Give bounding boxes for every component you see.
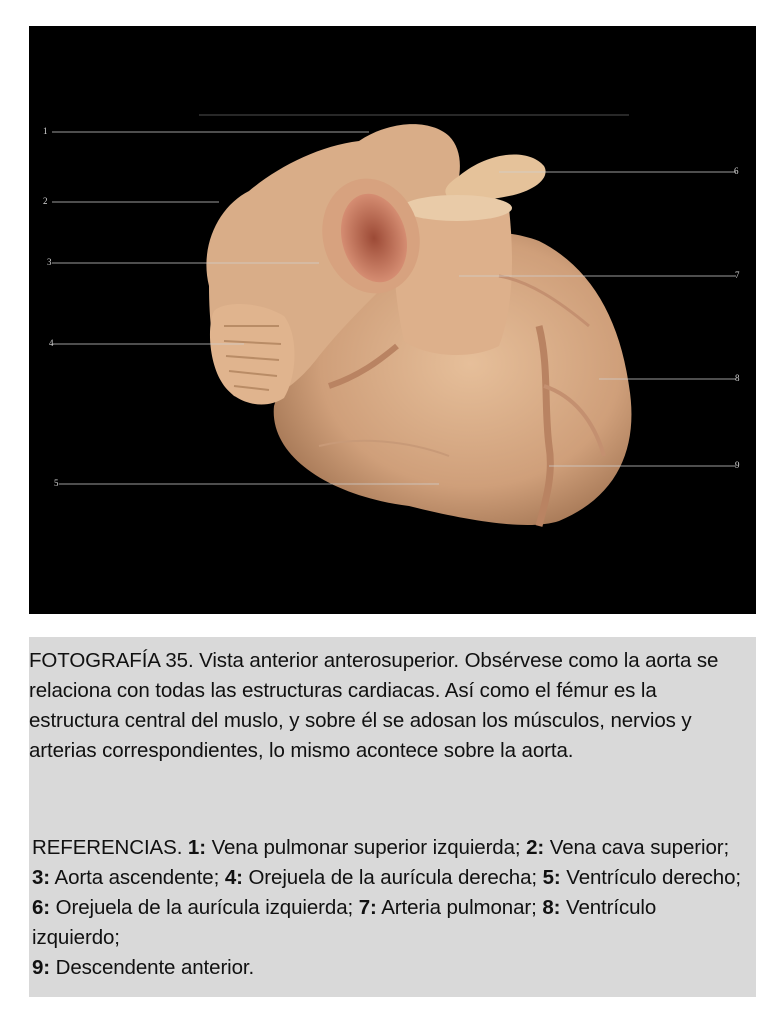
ref-num: 6: xyxy=(32,896,51,919)
ref-num: 1: xyxy=(187,836,206,859)
ref-num: 3: xyxy=(32,866,51,889)
ref-num: 7: xyxy=(358,896,377,919)
ref-text: Vena pulmonar superior izquierda; xyxy=(211,836,521,859)
ref-num: 2: xyxy=(526,836,545,859)
ref-text: Orejuela de la aurícula izquierda; xyxy=(55,896,354,919)
label-9: 9 xyxy=(735,460,740,470)
ref-text: Aorta ascendente; xyxy=(54,866,220,889)
label-4: 4 xyxy=(49,338,54,348)
heart-photo xyxy=(29,26,756,614)
caption-text: FOTOGRAFÍA 35. Vista anterior anterosuperior. Obsérvese como la aorta se relaciona con todas las estructuras cardiacas. Así como el fémur es la estructura central del muslo, y sobre él se adosan los músculos, nervios y arterias correspondientes, lo mismo acontece sobre la aorta. xyxy=(29,649,719,762)
ref-num: 9: xyxy=(32,956,51,979)
ref-num: 8: xyxy=(542,896,561,919)
label-6: 6 xyxy=(734,166,739,176)
label-3: 3 xyxy=(47,257,52,267)
ref-text: Vena cava superior; xyxy=(549,836,730,859)
ref-num: 4: xyxy=(224,866,243,889)
label-2: 2 xyxy=(43,196,48,206)
heart-illustration xyxy=(29,26,756,614)
references-heading: REFERENCIAS. xyxy=(32,836,183,859)
label-7: 7 xyxy=(735,270,740,280)
ref-text: Descendente anterior. xyxy=(55,956,255,979)
caption-box xyxy=(29,637,756,997)
label-5: 5 xyxy=(54,478,59,488)
ref-text: Arteria pulmonar; xyxy=(381,896,537,919)
ref-text: Ventrículo derecho; xyxy=(566,866,741,889)
ref-text: Ventrículo izquierdo; xyxy=(32,896,657,949)
ref-text: Orejuela de la aurícula derecha; xyxy=(248,866,537,889)
ref-num: 5: xyxy=(542,866,561,889)
references xyxy=(32,833,744,983)
label-1: 1 xyxy=(43,126,48,136)
label-8: 8 xyxy=(735,373,740,383)
